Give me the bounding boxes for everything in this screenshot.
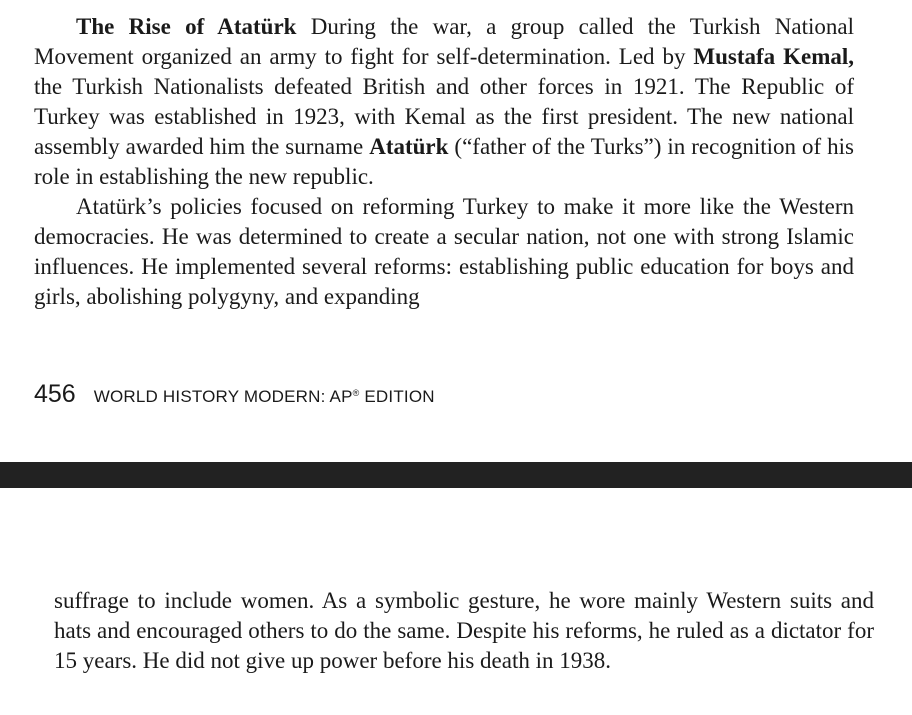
registered-mark: ®: [352, 388, 360, 398]
book-title-edition: EDITION: [359, 387, 435, 406]
paragraph-text: (“father of the Turks”) in recognition of his role in establishing the new republic.: [34, 134, 854, 189]
paragraph-text: suffrage to include women. As a symbolic gesture, he wore mainly Western suits and hats and encouraged others to do the same. Despite his reforms, he ruled as a dictator for 15 years. He did not give up power before his death in 1938.: [54, 588, 874, 673]
page-number: 456: [34, 380, 76, 408]
bold-term-ataturk: Atatürk: [369, 134, 449, 159]
paragraph-rise-of-ataturk: [34, 12, 854, 192]
paragraph-text: During the war, a group called the Turkish National Movement organized an army to fight for self-determination. Led by: [34, 14, 854, 69]
paragraph-continuation: [54, 586, 874, 676]
bold-term-mustafa-kemal: Mustafa Kemal,: [693, 44, 854, 69]
book-title-text: WORLD HISTORY MODERN: AP: [93, 387, 353, 406]
page-footer: [34, 380, 435, 414]
section-heading: The Rise of Atatürk: [76, 14, 297, 39]
running-footer-title: [94, 387, 435, 407]
paragraph-ataturk-policies: [34, 192, 854, 312]
paragraph-text: the Turkish Nationalists defeated British and other forces in 1921. The Republic of Turkey was established in 1923, with Kemal as the first president. The new national assembly awarded him the surname: [34, 74, 854, 159]
lower-page: [0, 488, 912, 715]
paragraph-text: Atatürk’s policies focused on reforming Turkey to make it more like the Western democracies. He was determined to create a secular nation, not one with strong Islamic influences. He implemented several reforms: establishing public education for boys and girls, abolishing polygyny, and expanding: [34, 194, 854, 309]
page-break-divider: [0, 462, 912, 488]
